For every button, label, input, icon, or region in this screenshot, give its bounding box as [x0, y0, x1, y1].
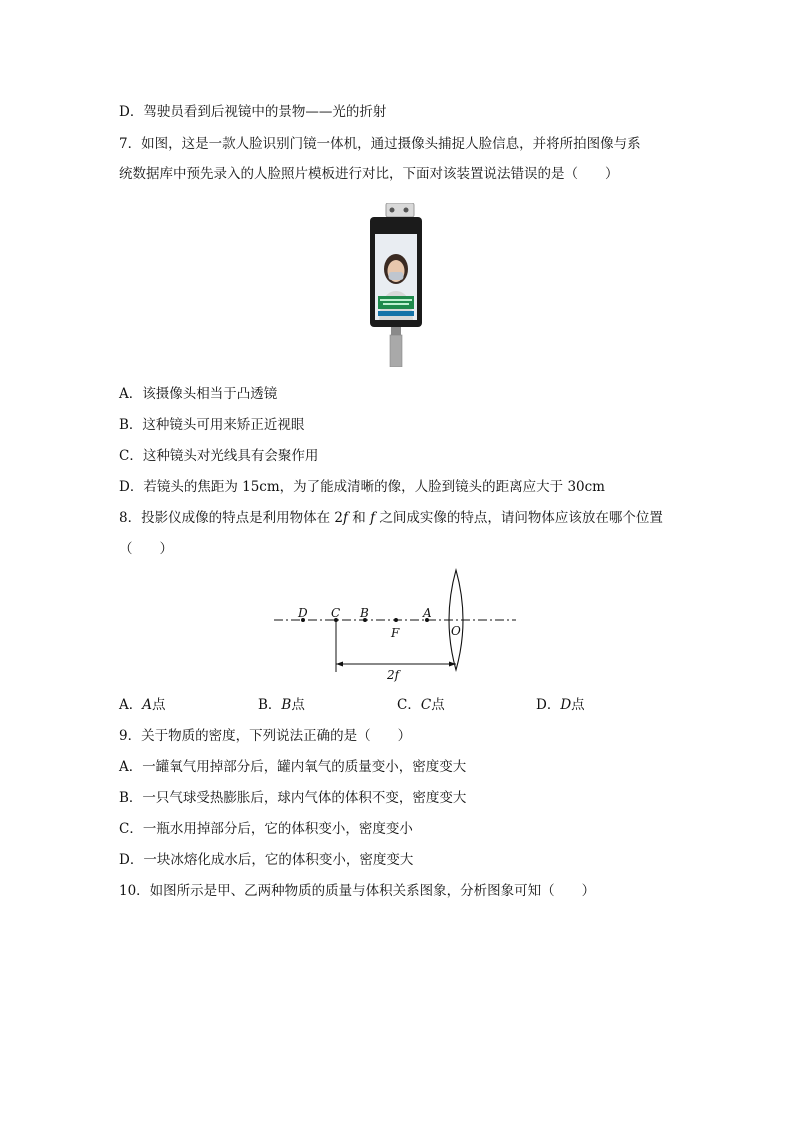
- q9-stem: 9．关于物质的密度，下列说法正确的是（ ）: [119, 728, 412, 744]
- q8-option-c: C．C点: [397, 697, 445, 713]
- q7-stem-line1: 7．如图，这是一款人脸识别门镜一体机，通过摄像头捕捉人脸信息，并将所拍图像与系: [119, 136, 641, 152]
- label-2f: 2f: [387, 668, 400, 682]
- status-panel: [378, 296, 414, 309]
- q9-option-c: C．一瓶水用掉部分后，它的体积变小，密度变小: [119, 821, 413, 837]
- status-strip: [378, 311, 414, 316]
- q8-option-b: B．B点: [258, 697, 305, 713]
- device-neck: [391, 327, 401, 335]
- q8-stem-line1: 8．投影仪成像的特点是利用物体在 2f 和 f 之间成实像的特点，请问物体应该放在哪个位置: [119, 510, 663, 526]
- camera-lens-icon: [404, 208, 409, 213]
- face-recognition-device-image: [366, 203, 426, 367]
- q10-stem: 10．如图所示是甲、乙两种物质的质量与体积关系图象，分析图象可知（ ）: [119, 883, 596, 899]
- q7-option-d: D．若镜头的焦距为 15cm，为了能成清晰的像，人脸到镜头的距离应大于 30cm: [119, 479, 605, 495]
- label-b: B: [360, 606, 369, 620]
- label-d: D: [298, 606, 308, 620]
- label-f: F: [391, 626, 400, 640]
- q8-option-a: A．A点: [119, 697, 166, 713]
- lens-diagram: [270, 566, 520, 686]
- face-mask: [389, 272, 404, 280]
- label-o: O: [451, 624, 461, 638]
- device-pole: [390, 335, 402, 367]
- q8-options: [119, 696, 679, 714]
- q9-option-a: A．一罐氧气用掉部分后，罐内氧气的质量变小，密度变大: [119, 759, 467, 775]
- q9-option-b: B．一只气球受热膨胀后，球内气体的体积不变，密度变大: [119, 790, 467, 806]
- q6-option-d: D．驾驶员看到后视镜中的景物——光的折射: [119, 104, 387, 120]
- q7-option-a: A．该摄像头相当于凸透镜: [119, 386, 278, 402]
- q7-stem-line2: 统数据库中预先录入的人脸照片模板进行对比，下面对该装置说法错误的是（ ）: [119, 166, 619, 182]
- q8-option-d: D．D点: [536, 697, 585, 713]
- q8-stem-line2: （ ）: [119, 541, 173, 557]
- label-a: A: [423, 606, 432, 620]
- point-f: [394, 618, 398, 622]
- q7-option-c: C．这种镜头对光线具有会聚作用: [119, 448, 319, 464]
- arrow-left-icon: [336, 662, 343, 667]
- q7-option-b: B．这种镜头可用来矫正近视眼: [119, 417, 305, 433]
- label-c: C: [331, 606, 341, 620]
- q9-option-d: D．一块冰熔化成水后，它的体积变小，密度变大: [119, 852, 414, 868]
- camera-lens-icon: [390, 208, 395, 213]
